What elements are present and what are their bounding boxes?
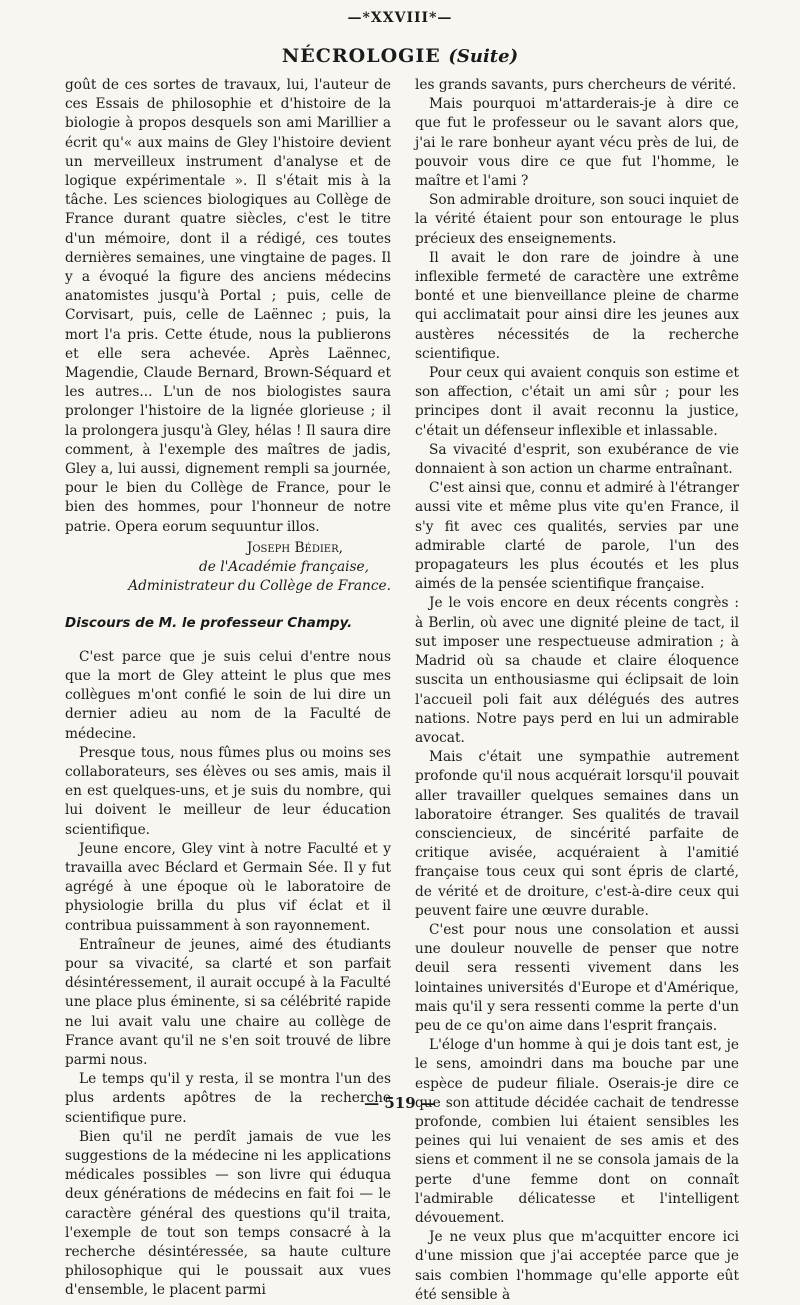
right-column [415, 76, 739, 1305]
speech-heading: Discours de M. le professeur Champy. [65, 615, 353, 632]
paragraph: Le temps qu'il y resta, il se montra l'un des plus ardents apôtres de la recherche scientifique pure. [65, 1071, 391, 1126]
paragraph: C'est pour nous une consolation et aussi une douleur nouvelle de penser que notre deuil sera ressenti vivement dans les lointaines universités d'Europe et d'Amérique, mais qu'il y sera ressenti comme la perte d'un peu de ce qu'on aime dans l'esprit français. [415, 921, 739, 1034]
paragraph: Sa vivacité d'esprit, son exubérance de vie donnaient à son action un charme entraînant. [415, 441, 739, 478]
paragraph: les grands savants, purs chercheurs de vérité. [415, 77, 737, 93]
paragraph: C'est ainsi que, connu et admiré à l'étranger aussi vite et même plus vite qu'en France, il s'y fit avec ces qualités, servies par une admirable clarté de parole, l'un des propagateurs les plus écoutés et les plus aimés de la pensée scientifique française. [415, 480, 739, 593]
paragraph: L'éloge d'un homme à qui je dois tant est, je le sens, amoindri dans ma bouche par une espèce de pudeur filiale. Oserais-je dire ce que son attitude décidée cachait de tendresse profonde, combien lui étaient sensibles les peines qui lui venaient de ses amis et des siens et comment il ne se consola jamais de la perte d'une femme dont on connaît l'admirable délicatesse et l'intelligent dévouement. [415, 1037, 739, 1226]
paragraph: Il avait le don rare de joindre à une inflexible fermeté de caractère une extrême bonté et une bienveillance pleine de charme qui acclimatait pour ainsi dire les jeunes aux austères nécessités de la recherche scientifique. [415, 249, 739, 362]
paragraph: C'est parce que je suis celui d'entre nous que la mort de Gley atteint le plus que mes collègues m'ont confié le soin de lui dire un dernier adieu au nom de la Faculté de médecine. [65, 648, 391, 742]
paragraph: Son admirable droiture, son souci inquiet de la vérité étaient pour son entourage le plus précieux des enseignements. [415, 192, 739, 247]
left-column [65, 76, 391, 1301]
paragraph: Pour ceux qui avaient conquis son estime et son affection, c'était un ami sûr ; pour les principes dont il avait reconnu la justice, c'était un défenseur inflexible et inlassable. [415, 365, 739, 439]
signature-name: Joseph Bédier, [246, 539, 343, 556]
paragraph: Jeune encore, Gley vint à notre Faculté et y travailla avec Béclard et Germain Sée. Il y fut agrégé à une époque où le laboratoire de physiologie brilla du plus vif éclat et il contribua puissamment à son rayonnement. [65, 840, 391, 934]
running-header: —*XXVIII*— [347, 10, 453, 26]
paragraph: Mais c'était une sympathie autrement profonde qu'il nous acquérait lorsqu'il pouvait aller travailler quelques semaines dans un laboratoire étranger. Ses qualités de travail consciencieux, de sincérité parfaite de critique avisée, acquéraient à l'amitié française tous ceux qui sont épris de clarté, de vérité et de droiture, c'est-à-dire ceux qui peuvent faire une œuvre durable. [415, 749, 739, 919]
section-heading-suffix: (Suite) [448, 46, 519, 67]
signature-title: Administrateur du Collège de France. [128, 578, 391, 595]
page-title [0, 45, 800, 67]
section-heading: NÉCROLOGIE [281, 45, 441, 67]
paragraph: Je ne veux plus que m'acquitter encore ici d'une mission que j'ai acceptée parce que je sais combien l'hommage qu'elle apporte eût été sensible à [415, 1229, 739, 1303]
signature-title: de l'Académie française, [199, 559, 369, 576]
page-number: — 519 — [364, 1094, 436, 1112]
paragraph: Je le vois encore en deux récents congrès : à Berlin, où avec une dignité pleine de tact, il sut imposer une respectueuse admiration ; à Madrid où sa chaude et claire éloquence suscita un enthousiasme qui éclipsait de loin l'accueil poli fait aux délégués des autres nations. Notre pays perd en lui un admirable avocat. [415, 595, 739, 746]
paragraph: Bien qu'il ne perdît jamais de vue les suggestions de la médecine ni les applications médicales possibles — son livre qui éduqua deux générations de médecins en fait foi — le caractère général des questions qu'il traita, l'exemple de tout son temps consacré à la recherche désintéressée, sa haute culture philosophique qui le poussait aux vues d'ensemble, le placent parmi [65, 1128, 391, 1299]
paragraph: Entraîneur de jeunes, aimé des étudiants pour sa vivacité, sa clarté et son parfait désintéressement, il aurait occupé à la Faculté une place plus éminente, si sa célébrité rapide ne lui avait valu une chaire au collège de France avant qu'il ne s'en soit trouvé de libre parmi nous. [65, 936, 391, 1068]
signature-block [65, 539, 391, 597]
paragraph: goût de ces sortes de travaux, lui, l'auteur de ces Essais de philosophie et d'histoire de la biologie à propos desquels son ami Marillier a écrit qu'« aux mains de Gley l'histoire devient un merveilleux instrument d'analyse et de logique expérimentale ». Il s'était mis à la tâche. Les sciences biologiques au Collège de France durant quatre siècles, c'est le titre d'un mémoire, dont il a rédigé, ces toutes dernières semaines, une vingtaine de pages. Il y a évoqué la figure des anciens médecins anatomistes jusqu'à Portal ; puis, celle de Corvisart, puis, celle de Laënnec ; puis, la mort l'a pris. Cette étude, nous la publierons et elle sera achevée. Après Laënnec, Magendie, Claude Bernard, Brown-Séquard et les autres... L'un de nos biologistes saura prolonger l'histoire de la lignée glorieuse ; il la prolongera jusqu'à Gley, hélas ! Il saura dire comment, à l'exemple des maîtres de jadis, Gley a, lui aussi, dignement rempli sa journée, pour le bien du Collège de France, pour le bien des hommes, pour l'honneur de notre patrie. Opera eorum sequuntur illos. [65, 77, 391, 535]
paragraph: Mais pourquoi m'attarderais-je à dire ce que fut le professeur ou le savant alors que, j'ai le rare bonheur ayant vécu près de lui, de pouvoir vous dire ce que fut l'homme, le maître et l'ami ? [415, 96, 739, 190]
paragraph: Presque tous, nous fûmes plus ou moins ses collaborateurs, ses élèves ou ses amis, mais il en est quelques-uns, et je suis du nombre, qui lui doivent le meilleur de leur éducation scientifique. [65, 744, 391, 838]
